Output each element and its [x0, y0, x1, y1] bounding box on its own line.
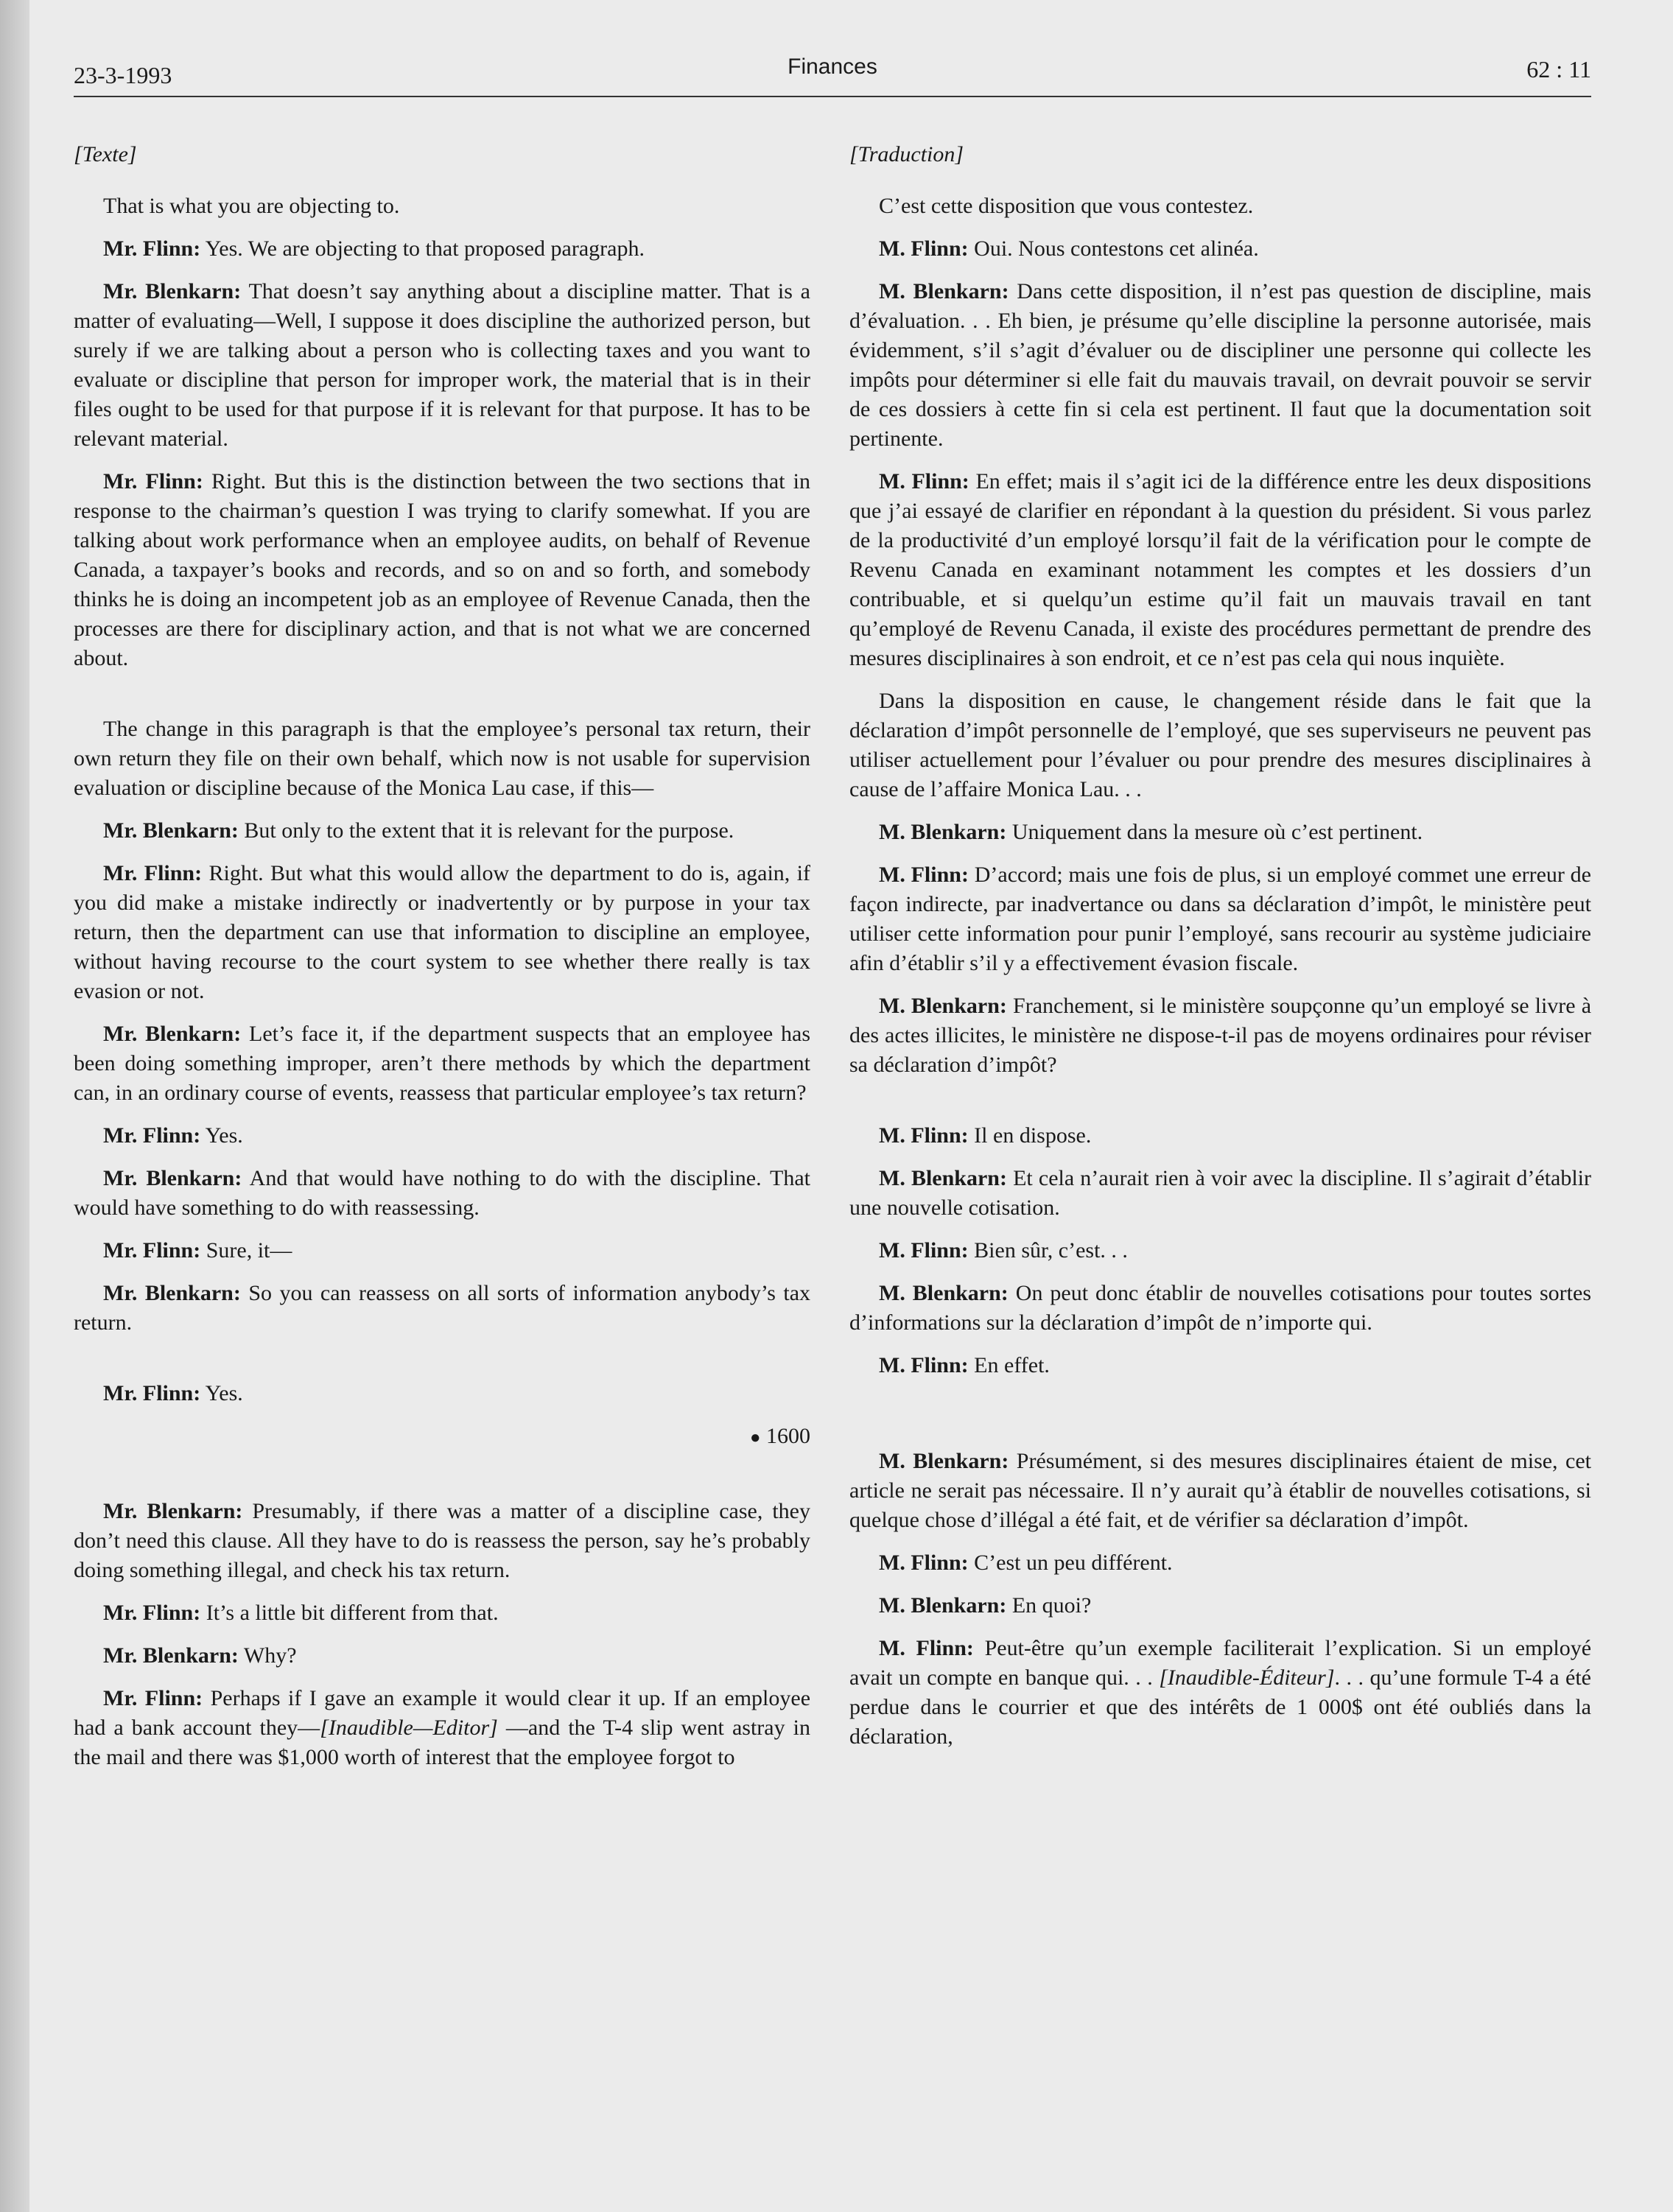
paragraph: Mr. Flinn: Yes.: [103, 1123, 243, 1148]
column-label: [Texte]: [74, 142, 137, 166]
paragraph: M. Blenkarn: Franchement, si le ministère soupçonne qu’un employé se livre à des actes illicites, le ministère ne dispose-t-il pas de moyens ordinaires pour réviser sa déclaration d’impôt?: [849, 994, 1592, 1077]
paragraph: Mr. Flinn: Yes.: [103, 1381, 243, 1405]
paragraph: M. Blenkarn: Et cela n’aurait rien à voir avec la discipline. Il s’agirait d’établir une nouvelle cotisation.: [849, 1166, 1592, 1220]
paragraph: M. Flinn: C’est un peu différent.: [879, 1551, 1173, 1575]
header-date: 23-3-1993: [74, 62, 172, 88]
paragraph: M. Flinn: Il en dispose.: [879, 1123, 1092, 1148]
paragraph: M. Blenkarn: Dans cette disposition, il n’est pas question de discipline, mais d’évaluation. . . Eh bien, je présume qu’elle discipline la personne autorisée, mais évidemment, s’il s’agit d’évaluer ou de discipliner une personne qui collecte les impôts pour déterminer si elle fait du mauvais travail, on devrait pouvoir se servir de ces dossiers à cette fin si cela est pertinent. Il faut que la documentation soit pertinente.: [849, 279, 1592, 451]
paragraph: Mr. Flinn: Perhaps if I gave an example it would clear it up. If an employee had a bank account they—[Inaudible—Editor] —and the T-4 slip went astray in the mail and there was $1,000 worth of interest that the employee forgot to: [74, 1686, 811, 1770]
paragraph: Mr. Blenkarn: But only to the extent that it is relevant for the purpose.: [103, 818, 734, 843]
paragraph: Mr. Blenkarn: That doesn’t say anything about a discipline matter. That is a matter of evaluating—Well, I suppose it does discipline the authorized person, but surely if we are talking about a person who is collecting taxes and you want to evaluate or discipline that person for improper work, the material that is in their files ought to be used for that purpose if it is relevant for that purpose. It has to be relevant material.: [74, 279, 810, 451]
paragraph: Mr. Blenkarn: Let’s face it, if the department suspects that an employee has been doing something improper, aren’t there methods by which the department can, in an ordinary course of events, reassess that particular employee’s tax return?: [74, 1022, 811, 1105]
page-header: [74, 52, 1591, 97]
paragraph: M. Flinn: En effet.: [879, 1353, 1050, 1377]
paragraph: Mr. Flinn: Yes. We are objecting to that proposed paragraph.: [103, 236, 645, 261]
paragraph: That is what you are objecting to.: [103, 194, 400, 218]
time-marker: ● 1600: [750, 1424, 810, 1448]
paragraph: Dans la disposition en cause, le changement réside dans le fait que la déclaration d’impôt personnelle de l’employé, que ses superviseurs ne peuvent pas utiliser actuellement pour l’évaluer ou pour prendre des mesures disciplinaires à cause de l’affaire Monica Lau. . .: [849, 689, 1591, 801]
paragraph: M. Flinn: Peut-être qu’un exemple faciliterait l’explication. Si un employé avait un compte en banque qui. . . [Inaudible-Éditeur]. . . qu’une formule T-4 a été perdue dans le courrier et que des intérêts de 1 000$ ont été oubliés dans la déclaration,: [849, 1636, 1592, 1749]
paragraph: Mr. Flinn: It’s a little bit different from that.: [103, 1601, 499, 1626]
header-page-number: 62 : 11: [1526, 56, 1591, 82]
paragraph: M. Blenkarn: Uniquement dans la mesure où c’est pertinent.: [879, 820, 1423, 844]
english-column: [74, 140, 810, 1786]
paragraph: M. Blenkarn: En quoi?: [879, 1593, 1092, 1618]
french-column: [849, 140, 1591, 1765]
paragraph: Mr. Blenkarn: So you can reassess on all sorts of information anybody’s tax return.: [74, 1281, 811, 1335]
binding-edge: [0, 0, 29, 2212]
paragraph: M. Blenkarn: Présumément, si des mesures disciplinaires étaient de mise, cet article ne serait pas nécessaire. Il n’y aurait qu’à établir de nouvelles cotisations, si quelque chose d’illégal a été fait, et de vérifier sa déclaration d’impôt.: [849, 1449, 1591, 1532]
bullet-icon: ●: [750, 1428, 761, 1448]
paragraph: M. Flinn: Bien sûr, c’est. . .: [879, 1238, 1128, 1263]
paragraph: C’est cette disposition que vous contestez.: [879, 194, 1254, 218]
paragraph: Mr. Flinn: Sure, it—: [103, 1238, 292, 1263]
paragraph: Mr. Flinn: Right. But what this would allow the department to do is, again, if you did make a mistake indirectly or inadvertently or by purpose in your tax return, then the department can use that information to discipline an employee, without having recourse to the court system to see whether there really is tax evasion or not.: [74, 861, 811, 1003]
paragraph: Mr. Blenkarn: And that would have nothing to do with the discipline. That would have something to do with reassessing.: [74, 1166, 810, 1220]
paragraph: Mr. Blenkarn: Why?: [103, 1643, 297, 1668]
paragraph: The change in this paragraph is that the employee’s personal tax return, their own return they file on their own behalf, which now is not usable for supervision evaluation or discipline because of the Monica Lau case, if this—: [74, 717, 810, 800]
paragraph: Mr. Flinn: Right. But this is the distinction between the two sections that in response to the chairman’s question I was trying to clarify somewhat. If you are talking about work performance when an employee audits, on behalf of Revenue Canada, a taxpayer’s books and records, and so on and so forth, and somebody thinks he is doing an incompetent job as an employee of Revenue Canada, then the processes are there for disciplinary action, and that is not what we are concerned about.: [74, 469, 811, 670]
paragraph: M. Blenkarn: On peut donc établir de nouvelles cotisations pour toutes sortes d’informations sur la déclaration d’impôt de n’importe qui.: [849, 1281, 1591, 1335]
paragraph: M. Flinn: En effet; mais il s’agit ici de la différence entre les deux dispositions que j’ai essayé de clarifier en répondant à la question du président. Si vous parlez de la productivité d’un employé lorsqu’il fait de la vérification pour le compte de Revenu Canada en examinant notamment les comptes et les dossiers d’un contribuable, et si quelqu’un estime qu’il fait un mauvais travail en tant qu’employé de Revenu Canada, il existe des procédures permettant de prendre des mesures disciplinaires à son endroit, et ce n’est pas cela qui nous inquiète.: [849, 469, 1592, 670]
paragraph: M. Flinn: D’accord; mais une fois de plus, si un employé commet une erreur de façon indirecte, par inadvertance ou dans sa déclaration d’impôt, le ministère peut utiliser cette information pour punir l’employé, sans recourir au système judiciaire afin d’établir s’il y a effectivement évasion fiscale.: [849, 863, 1592, 975]
paragraph: Mr. Blenkarn: Presumably, if there was a matter of a discipline case, they don’t need this clause. All they have to do is reassess the person, say he’s probably doing something illegal, and check his tax return.: [74, 1499, 810, 1583]
paragraph: M. Flinn: Oui. Nous contestons cet alinéa.: [879, 236, 1259, 261]
header-title: Finances: [788, 55, 877, 79]
column-label: [Traduction]: [849, 142, 964, 166]
